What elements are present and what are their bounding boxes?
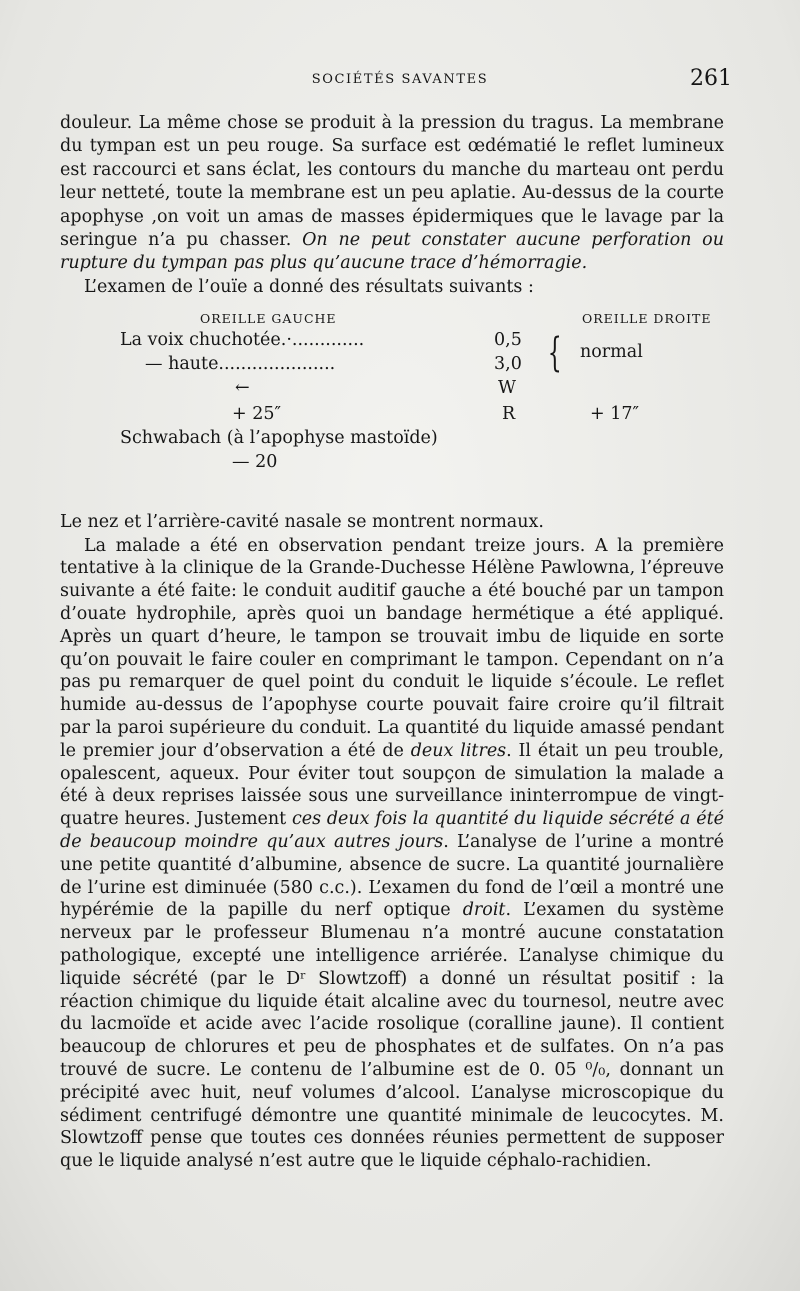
voice-whisper-label: La voix chuchotée.·............. xyxy=(120,330,365,351)
schwabach-value: — 20 xyxy=(232,452,278,473)
paragraph-symptoms-text: douleur. La même chose se produit à la pression du tragus. La membrane du tympan est un peu rouge. Sa surface est œdématié le reflet lumineux est raccourci et sans éclat, les contours du manche du marteau ont perdu leur netteté, toute la membrane est un peu aplatie. Au-dessus de la courte apophyse ,on voit un amas de masses épidermiques que le lavage par la seringue n’a pu chasser. xyxy=(60,113,724,251)
body-text xyxy=(60,112,724,1173)
paragraph-symptoms-italic: On ne peut constater aucune perforation ou rupture du tympan pas plus qu’aucune trace d’hémorragie. xyxy=(60,230,724,274)
left-arrow-icon: ← xyxy=(235,378,250,399)
observation-text-4: . L’examen du système nerveux par le professeur Blumenau n’a montré aucune constatation pathologique, excepté une intelligence arriérée. L’analyse chimique du liquide sécrété (par le Dʳ Slowtzoff) a donné un résultat positif : la réaction chimique du liquide était alcaline avec du tournesol, neutre avec du lacmoïde et acide avec l’acide rosolique (coralline jaune). Il contient beaucoup de chlorures et peu de phosphates et de sulfates. On n’a pas trouvé de sucre. Le contenu de l’albumine est de 0. 05 ⁰/₀, donnant un précipité avec huit, neuf volumes d’alcool. L’analyse microscopique du sédiment centrifugé démontre une quantité minimale de leucocytes. M. Slowtzoff pense que toutes ces données réunies permettent de supposer que le liquide analysé n’est autre que le liquide céphalo-rachidien. xyxy=(60,900,725,1172)
paragraph-hearing-intro: L’examen de l’ouïe a donné des résultats suivants : xyxy=(84,276,534,297)
observation-italic-3: droit xyxy=(462,900,506,921)
schwabach-label: Schwabach (à l’apophyse mastoïde) xyxy=(120,428,438,449)
right-ear-normal: normal xyxy=(580,342,643,363)
paragraph-symptoms xyxy=(60,112,724,276)
observation-italic-1: deux litres xyxy=(410,740,507,761)
left-ear-header: OREILLE GAUCHE xyxy=(200,311,337,327)
rinne-label: R xyxy=(502,404,516,425)
weber-label: W xyxy=(498,378,516,399)
running-head: SOCIÉTÉS SAVANTES xyxy=(311,72,489,87)
paragraph-observation xyxy=(60,535,724,1173)
observation-text-1: La malade a été en observation pendant treize jours. A la première tentative à la clinique de la Grande-Duchesse Hélène Pawlowna, l’épreuve suivante a été faite: le conduit auditif gauche a été bouché par un tampon d’ouate hydrophile, après quoi un bandage hermétique a été appliqué. Après un quart d’heure, le tampon se trouvait imbu de liquide en sorte qu’on pouvait le faire couler en comprimant le tampon. Cependant on n’a pas pu remarquer de quel point du conduit le liquide s’écoule. Le reflet humide au-dessus de l’apophyse courte pouvait faire croire qu’il filtrait par la paroi supérieure du conduit. La quantité du liquide amassé pendant le premier jour d’observation a été de xyxy=(60,535,724,761)
voice-loud-value: 3,0 xyxy=(494,354,522,375)
right-rinne-value: + 17″ xyxy=(590,404,640,425)
hearing-table xyxy=(60,307,724,497)
right-ear-header: OREILLE DROITE xyxy=(582,311,712,327)
page-number: 261 xyxy=(690,66,732,91)
paragraph-nose: Le nez et l’arrière-cavité nasale se montrent normaux. xyxy=(60,512,544,533)
observation-text-3: . L’analyse de l’urine a montré une petite quantité d’albumine, absence de sucre. La quantité journalière de l’urine est diminuée (580 c.c.). L’examen du fond de l’œil a montré une hypérémie de la papille du nerf optique xyxy=(60,832,724,921)
observation-text-2: . Il était un peu trouble, opalescent, aqueux. Pour éviter tout soupçon de simulation la malade a été à deux reprises laissée sous une surveillance ininterrompue de vingt-quatre heures. Justement xyxy=(60,740,724,830)
voice-whisper-value: 0,5 xyxy=(494,330,522,351)
page-header xyxy=(0,66,800,96)
brace: { xyxy=(547,330,562,377)
voice-loud-label: — haute..................... xyxy=(145,354,336,375)
left-rinne-value: + 25″ xyxy=(232,404,282,425)
observation-italic-2: ces deux fois la quantité du liquide sécrété a été de beaucoup moindre qu’aux autres jours xyxy=(60,809,724,853)
